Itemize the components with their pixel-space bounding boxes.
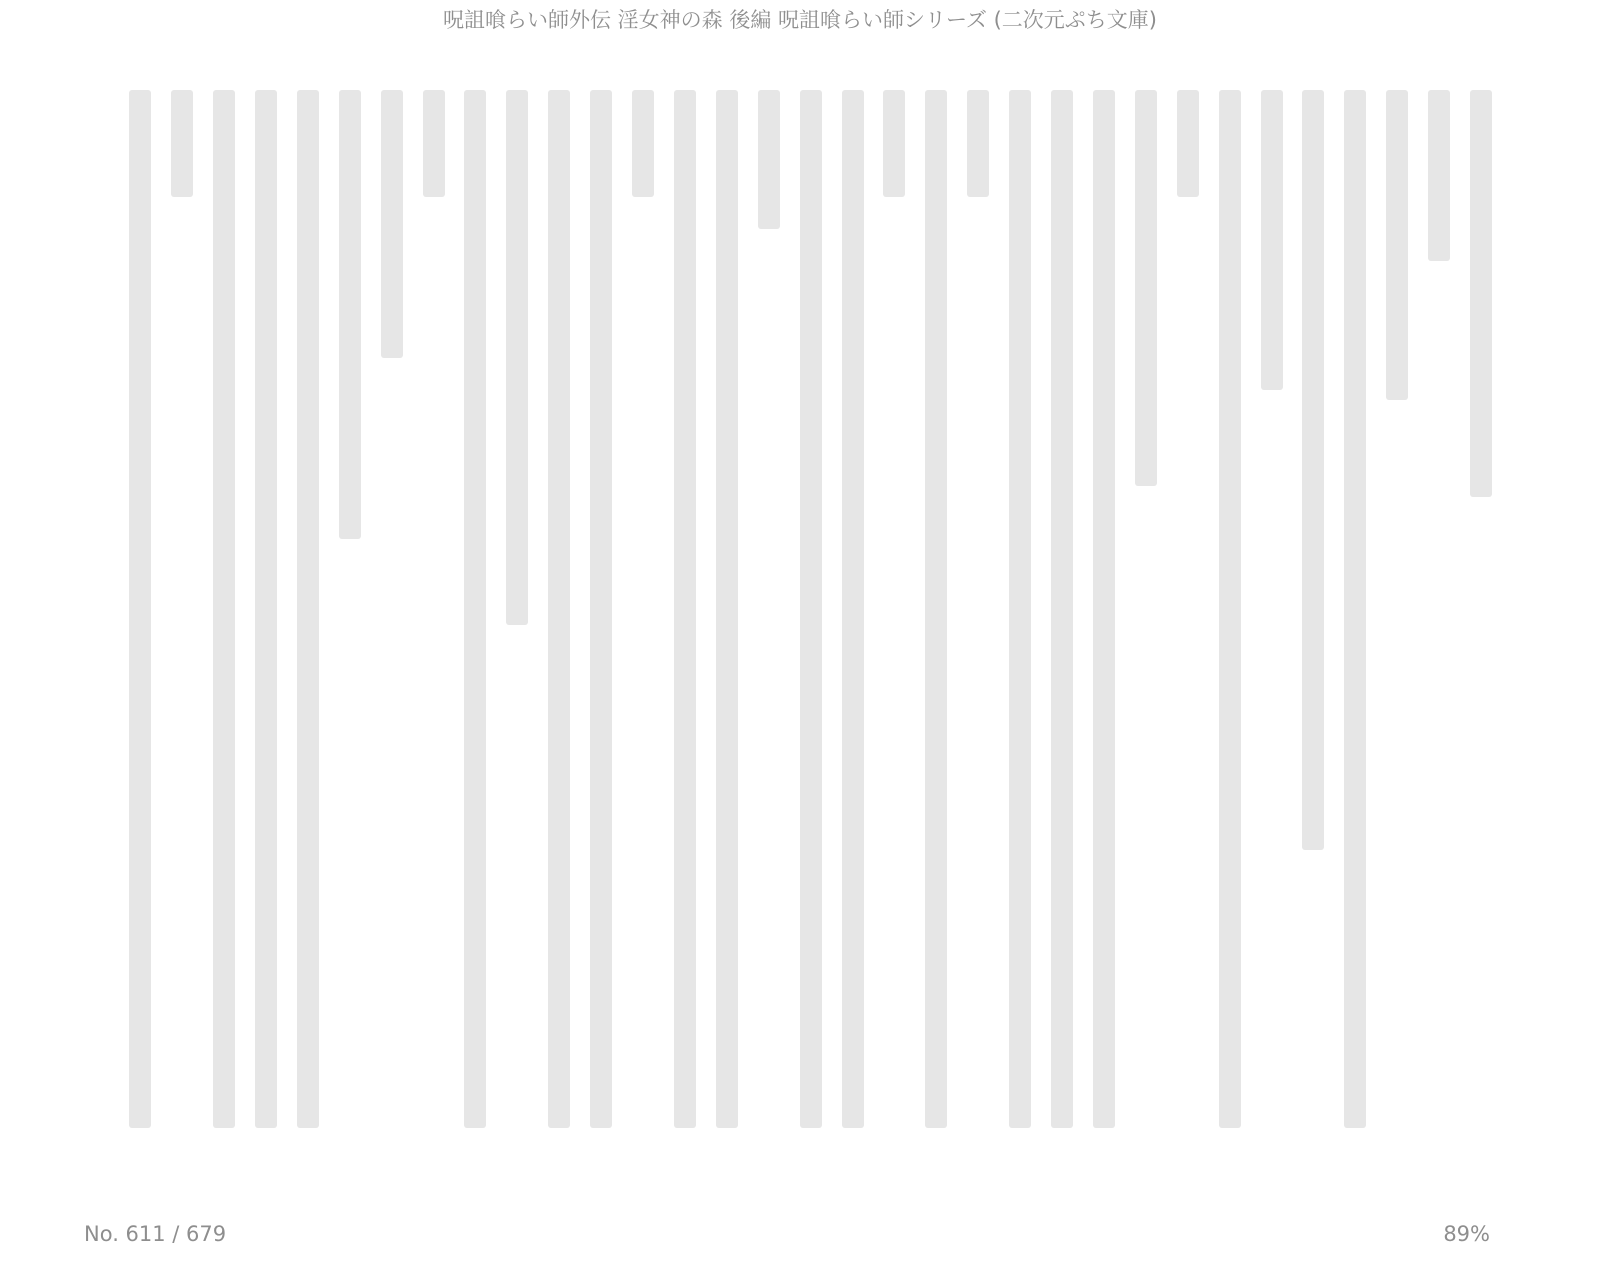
- text-column-omitted: [213, 90, 235, 1128]
- text-column-omitted: [1177, 90, 1199, 197]
- text-column-omitted: [1470, 90, 1492, 497]
- text-column-omitted: [1261, 90, 1283, 390]
- text-column-omitted: [925, 90, 947, 1128]
- text-column-omitted: [1386, 90, 1408, 400]
- text-column-omitted: [758, 90, 780, 229]
- text-column-omitted: [255, 90, 277, 1128]
- text-column-omitted: [1428, 90, 1450, 261]
- vertical-text-page: [100, 90, 1520, 1170]
- text-column-omitted: [590, 90, 612, 1128]
- text-column-omitted: [506, 90, 528, 625]
- text-column-omitted: [716, 90, 738, 1128]
- text-column-omitted: [632, 90, 654, 197]
- text-column-omitted: [381, 90, 403, 358]
- text-column-omitted: [883, 90, 905, 197]
- text-column-omitted: [1093, 90, 1115, 1128]
- text-column-omitted: [339, 90, 361, 539]
- text-column-omitted: [423, 90, 445, 197]
- location-indicator[interactable]: No. 611 / 679: [84, 1222, 227, 1246]
- text-column-omitted: [1344, 90, 1366, 1128]
- text-column-omitted: [129, 90, 151, 1128]
- text-column-omitted: [1009, 90, 1031, 1128]
- text-column-omitted: [1302, 90, 1324, 850]
- text-column-omitted: [1051, 90, 1073, 1128]
- text-column-omitted: [842, 90, 864, 1128]
- text-column-omitted: [548, 90, 570, 1128]
- text-column-omitted: [297, 90, 319, 1128]
- text-column-omitted: [1219, 90, 1241, 1128]
- text-column-omitted: [464, 90, 486, 1128]
- text-column-omitted: [967, 90, 989, 197]
- text-column-omitted: [171, 90, 193, 197]
- text-column-omitted: [800, 90, 822, 1128]
- text-column-omitted: [1135, 90, 1157, 486]
- text-column-omitted: [674, 90, 696, 1128]
- book-title: 呪詛喰らい師外伝 淫女神の森 後編 呪詛喰らい師シリーズ (二次元ぷち文庫): [442, 8, 1158, 32]
- progress-percent[interactable]: 89%: [1443, 1222, 1490, 1246]
